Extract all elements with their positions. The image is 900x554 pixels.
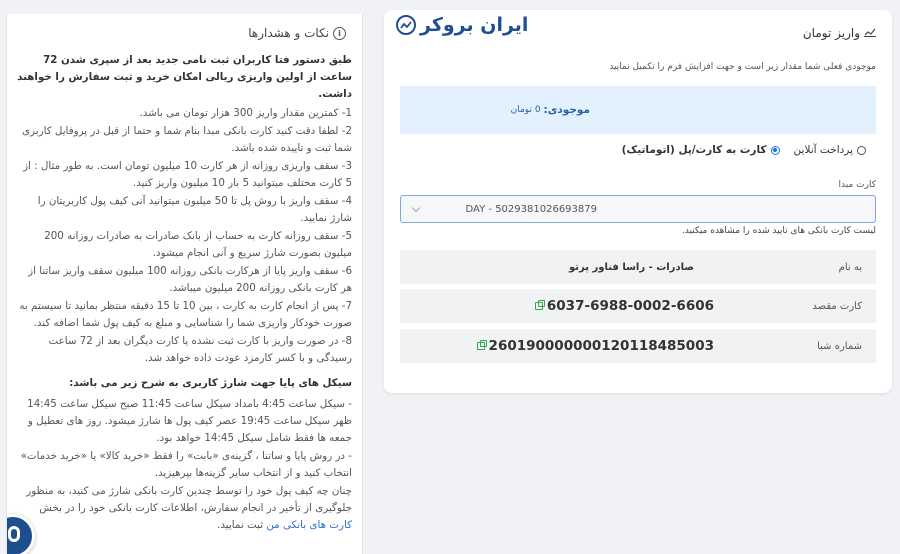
method-online-radio[interactable] [794,144,866,156]
brand-logo[interactable] [396,14,528,36]
copy-icon[interactable] [535,302,543,310]
note-item-2: 2- لطفا دقت کنید کارت بانکی مبدا بنام شما و حتما از قبل در پروفایل کاربری شما ثبت و تاییده شده باشد. [22,125,352,154]
destination-card-row [400,289,876,323]
chevron-down-icon [412,204,420,212]
account-name-value: صادرات - راسا فناور پرتو [569,261,694,273]
deposit-title-text: واریز تومان [802,26,860,40]
note-item-6: 6- سقف واریز پایا از هرکارت بانکی روزانه 100 میلیون سقف واریز ساتنا از هر کارت بانکی روزانه 200 میلیون میباشد. [28,265,352,294]
origin-card-help: لیست کارت بانکی های تایید شده را مشاهده میکنید. [681,226,876,236]
sheba-label: شماره شبا [817,340,862,352]
method-card-radio[interactable] [622,144,780,156]
cycles-title: سیکل های پایا جهت شارژ کاربری به شرح زیر می باشد: [69,377,352,389]
notes-panel [6,14,363,554]
deposit-card [384,10,892,393]
radio-unchecked-icon[interactable] [857,146,866,155]
note-item-3: 3- سقف واریزی روزانه از هر کارت 10 میلیون تومان است. به طور مثال : از 5 کارت مختلف میتوانید 5 بار 10 میلیون واریز کنید. [23,160,352,189]
balance-label: موجودی: [543,104,590,116]
info-icon: i [333,27,346,40]
cycle-item-2: - در روش پایا و ساتنا ، گزینه‌ی «بابت» را فقط «خرید کالا» یا «خرید خدمات» انتخاب کنید و از انتخاب سایر گزینه‌ها بپرهیزید. [20,450,352,479]
final-note-text: چنان چه کیف پول خود را توسط چندین کارت بانکی شارژ می کنید، به منظور جلوگیری از تأخیر در انجام سفارش، اطلاعات کارت بانکی خود را در بخش [26,485,352,514]
method-online-label: پرداخت آنلاین [793,144,853,156]
logo-mark-icon [396,15,416,35]
notes-intro: طبق دستور فتا کاربران ثبت نامی جدید بعد از سپری شدن 72 ساعت از اولین واریزی ریالی امکان خرید و ثبت سفارش را خواهند داشت. [17,54,352,100]
origin-card-select[interactable] [400,195,876,223]
origin-card-value: DAY - 5029381026693879 [465,203,597,215]
final-note-suffix: ثبت نمایید. [217,519,264,531]
method-card-label: کارت به کارت/پل (اتوماتیک) [621,144,767,156]
balance-box [400,86,876,134]
chart-line-icon [864,26,876,40]
sheba-value-wrap [477,338,714,354]
note-item-1: 1- کمترین مقدار واریز 300 هزار تومان می باشد. [139,107,352,119]
notes-body [15,52,352,534]
destination-card-number: 6037-6988-0002-6606 [546,298,714,314]
final-note [15,483,352,534]
cycle-item-1: - سیکل ساعت 4:45 بامداد سیکل ساعت 11:45 صبح سیکل ساعت 14:45 ظهر سیکل ساعت 19:45 عصر کیف پول ها شارژ میشود. روز های تعطیل و جمعه ها فقط شامل سیکل 14:45 خواهد بود. [27,398,352,444]
sheba-row [400,329,876,363]
copy-icon[interactable] [477,342,485,350]
deposit-title [803,26,876,40]
balance-value: 0 تومان [510,105,541,115]
account-name-label: به نام [838,261,862,273]
sheba-number: 260190000000120118485003 [488,338,714,354]
radio-checked-icon[interactable] [771,146,780,155]
balance-note: موجودی فعلی شما مقدار زیر است و جهت افزایش فرم را تکمیل نمایید [609,62,876,72]
payment-method-group [622,144,866,156]
notes-header [15,14,352,52]
logo-text: ایران بروکر [420,14,529,36]
note-item-7: 7- پس از انجام کارت به کارت ، بین 10 تا 15 دقیقه منتظر بمانید تا سیستم به صورت خودکار واریزی شما را شناسایی و مبلغ به کیف پول شما اضافه کند. [19,300,352,329]
destination-card-value-wrap [535,298,714,314]
destination-card-label: کارت مقصد [812,300,862,312]
bank-cards-link[interactable]: کارت های بانکی من [266,519,352,531]
account-name-row [400,250,876,284]
note-item-5: 5- سقف روزانه کارت به حساب از بانک صادرات به صادرات روزانه 200 میلیون بصورت شارژ سریع و آنی انجام میشود. [44,230,352,259]
note-item-4: 4- سقف واریز با روش پل تا 50 میلیون میتوانید آنی کیف پول کاربریتان را شارژ نمایید. [37,195,352,224]
notes-title: نکات و هشدارها [248,26,329,40]
origin-card-label: کارت مبدا [838,180,876,190]
note-item-8: 8- در صورت واریز با کارت ثبت نشده یا کارت دیگران بعد از 72 ساعت رسیدگی و با کسر کارمزد عودت داده خواهد شد. [48,335,352,364]
